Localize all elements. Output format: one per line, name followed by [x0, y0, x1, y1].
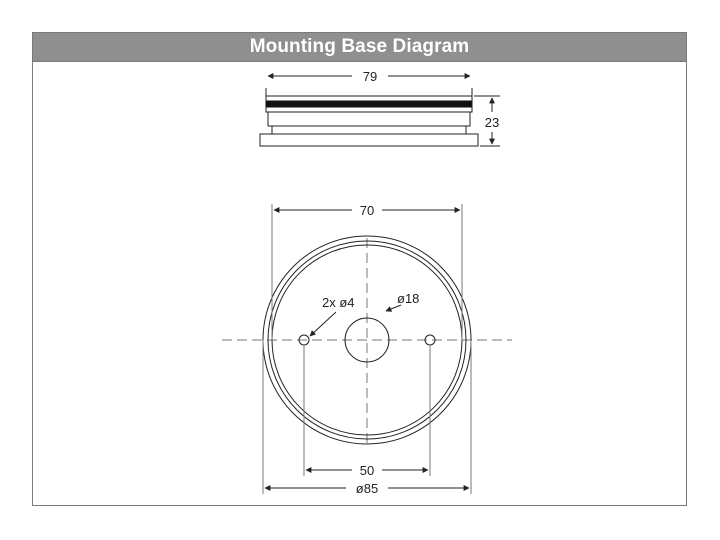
screw-hole-leader — [310, 312, 336, 336]
center-hole-label: ø18 — [397, 291, 420, 306]
side-width-label: 79 — [362, 69, 378, 84]
diagram-title: Mounting Base Diagram — [249, 36, 470, 57]
side-body-mid — [268, 112, 470, 126]
seal-band — [266, 101, 472, 107]
hole-spacing-label: 50 — [359, 463, 375, 478]
side-view — [260, 76, 500, 146]
screw-holes-label: 2x ø4 — [322, 295, 355, 310]
side-body-lower — [272, 126, 466, 134]
side-height-label: 23 — [484, 115, 500, 130]
outer-diameter-label: ø85 — [355, 481, 379, 496]
side-flange — [260, 134, 478, 146]
top-view — [222, 204, 512, 494]
inner-diameter-label: 70 — [359, 203, 375, 218]
